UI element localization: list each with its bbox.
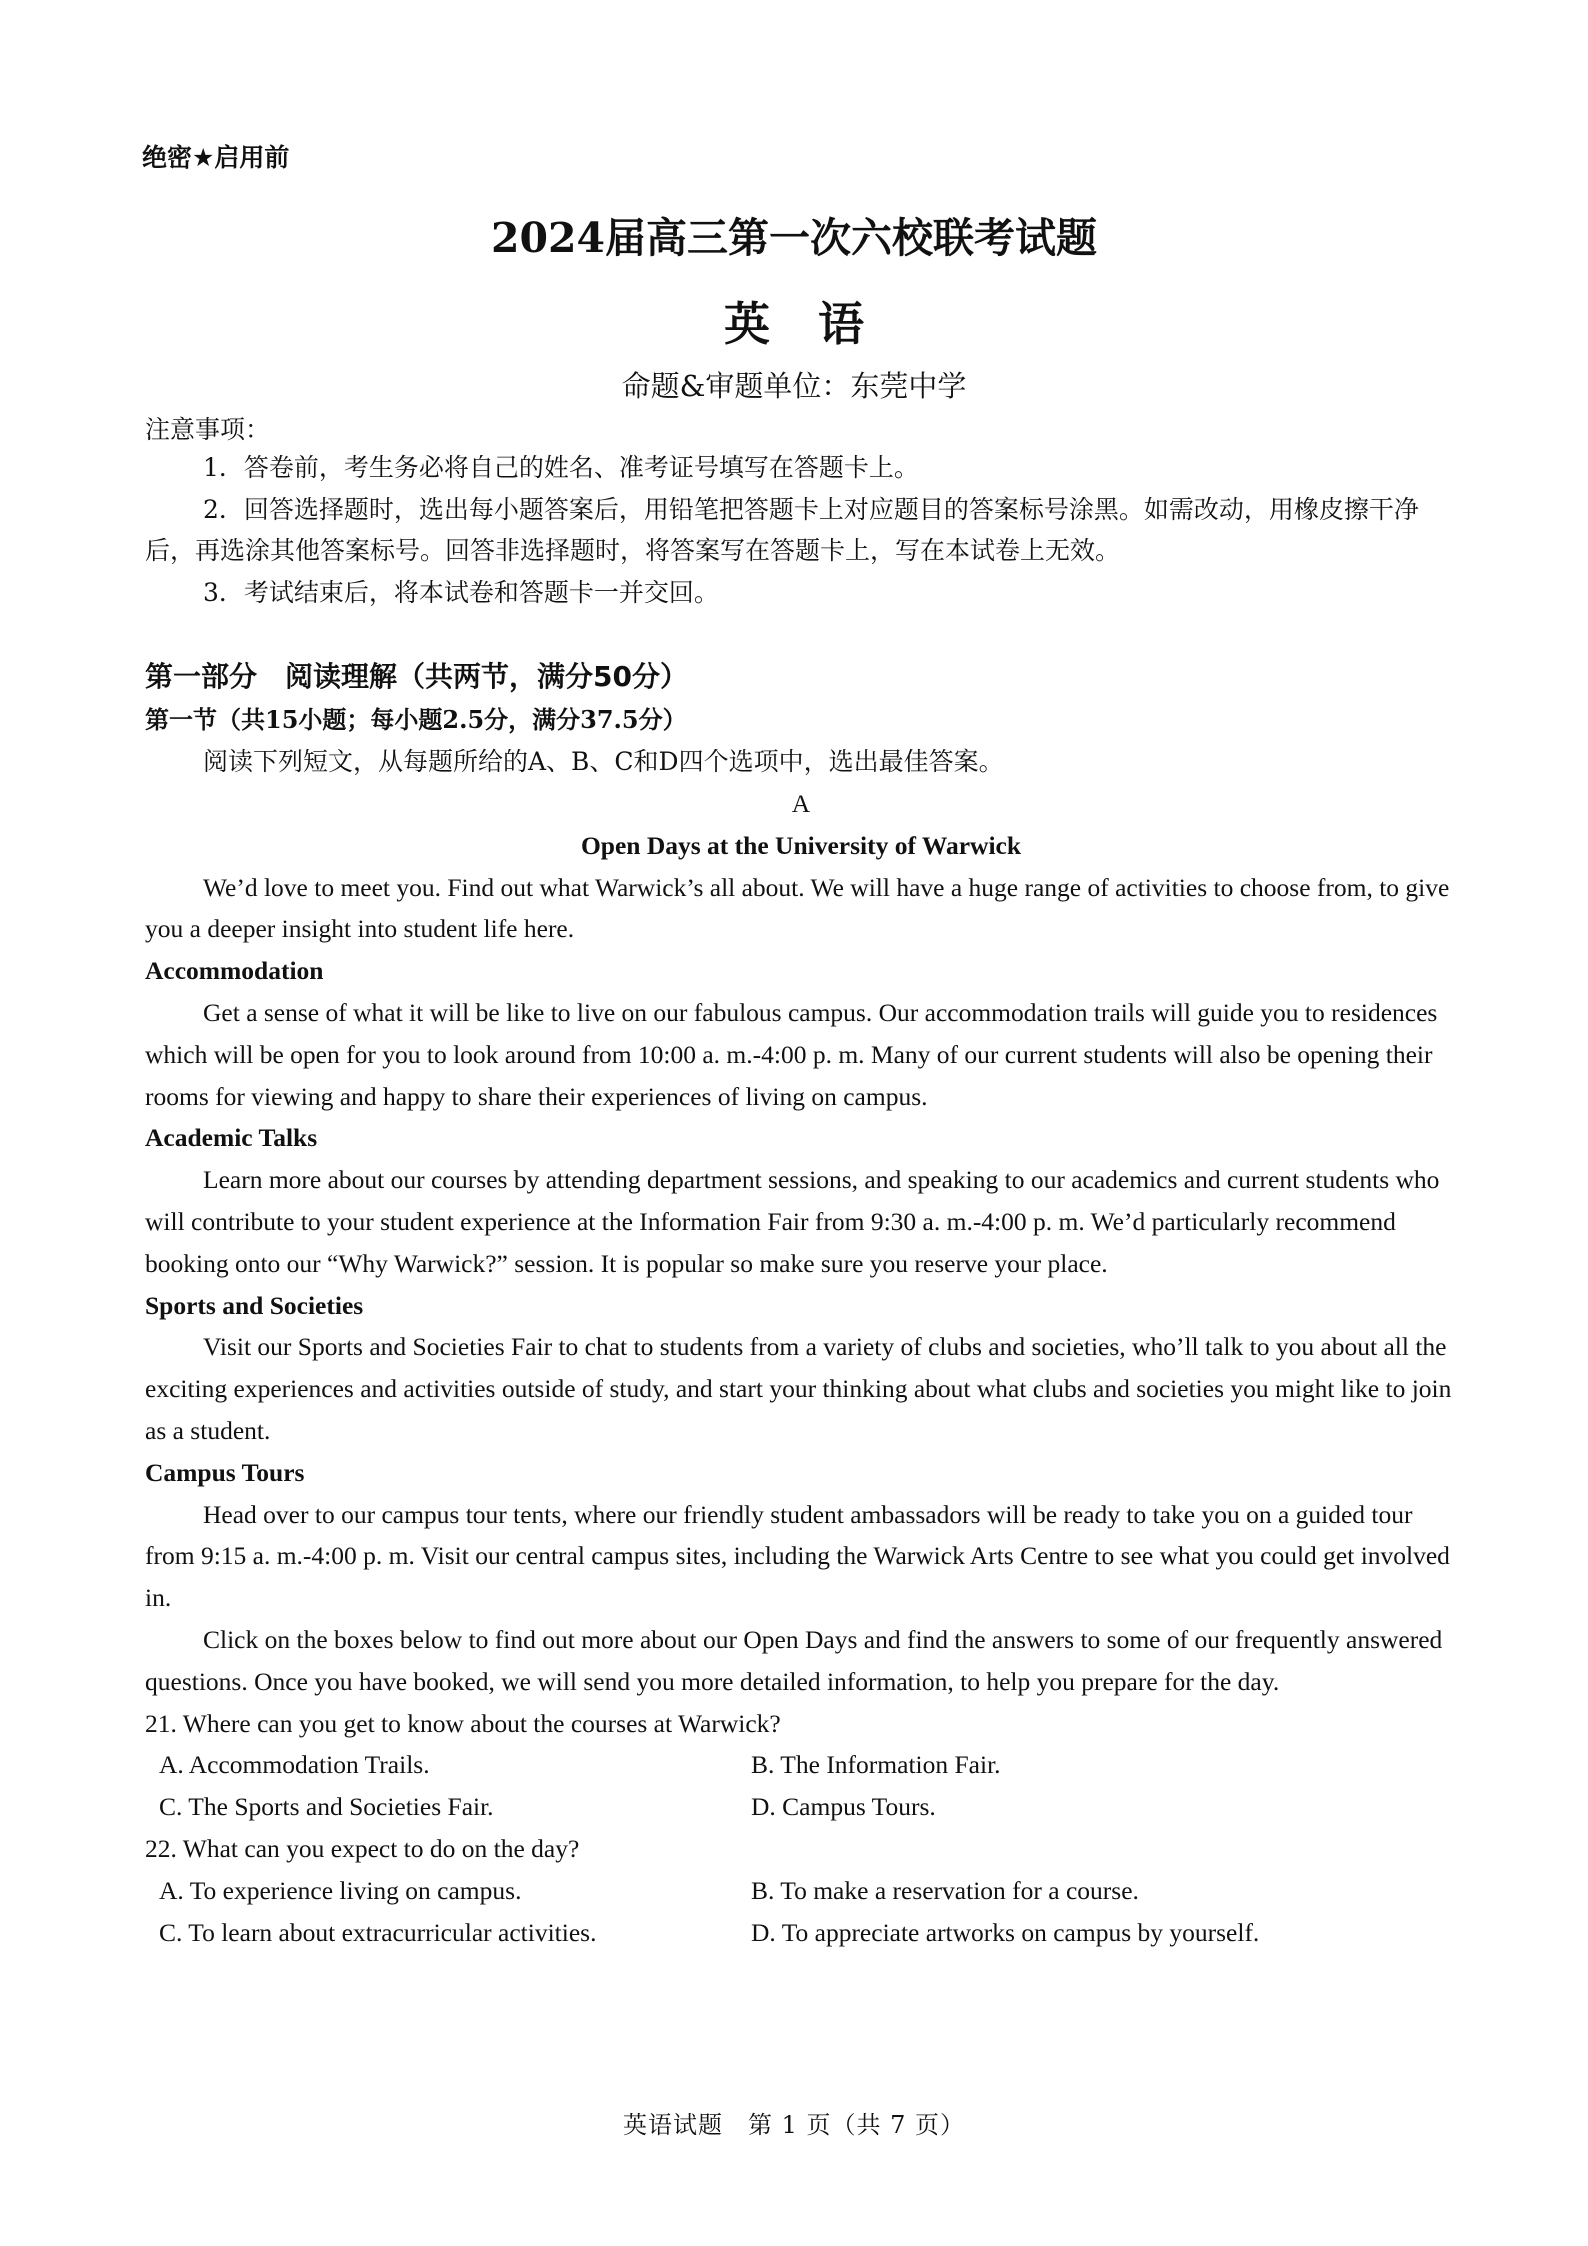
notice-list [145,447,1457,613]
section-text-campus-tours: Head over to our campus tour tents, where our friendly student ambassadors will be ready to take you on a guided tour from 9:15 a. m.-4:00 p. m. Visit our central campus sites, including the Warwick Arts Centre to see what you could get involved in. [145,1499,1450,1613]
section-heading-accommodation: Accommodation [145,956,324,986]
exam-title: 2024届高三第一次六校联考试题 [490,214,1098,262]
subject-title: 英语 [724,297,912,351]
option-row [145,1870,1457,1912]
section-title: 第一节（共15小题；每小题2.5分，满分37.5分） [145,705,687,734]
setting-unit: 命题&审题单位：东莞中学 [621,369,967,403]
notice-item: 3．考试结束后，将本试卷和答题卡一并交回。 [203,577,719,607]
section-text-academic-talks: Learn more about our courses by attending department sessions, and speaking to our academics and current students who will contribute to your student experience at the Information Fair from 9:30 a. m.-4:00 p. m. We’d particularly recommend booking onto our “Why Warwick?” session. It is popular so make sure you reserve your place. [145,1165,1440,1278]
option-item: C. The Sports and Societies Fair. [159,1792,494,1822]
question-stem: 22. What can you expect to do on the day? [145,1833,580,1863]
confidential-mark: 绝密★启用前 [142,143,290,172]
section-heading-academic-talks: Academic Talks [145,1123,318,1153]
section-text-accommodation: Get a sense of what it will be like to live on our fabulous campus. Our accommodation trails will guide you to residences which will be open for you to look around from 10:00 a. m.-4:00 p. m. Many of our current students will also be opening their rooms for viewing and happy to share their experiences of living on campus. [145,997,1438,1111]
option-item: D. To appreciate artworks on campus by yourself. [751,1917,1260,1947]
option-item: B. To make a reservation for a course. [751,1875,1139,1905]
section-heading-sports-societies: Sports and Societies [145,1290,364,1320]
option-item: B. The Information Fair. [751,1750,1001,1780]
passage-content [145,783,1457,1953]
notice-item: 2．回答选择题时，选出每小题答案后，用铅笔把答题卡上对应题目的答案标号涂黑。如需改动，用橡皮擦干净后，再选涂其他答案标号。回答非选择题时，将答案写在答题卡上，写在本试卷上无效。 [145,494,1419,565]
passage-closing: Click on the boxes below to find out more about our Open Days and find the answers to some of our frequently answered questions. Once you have booked, we will send you more detailed information, to help you prepare for the day. [145,1624,1443,1696]
section-instruction: 阅读下列短文，从每题所给的A、B、C和D四个选项中，选出最佳答案。 [203,747,1004,776]
option-item: A. Accommodation Trails. [159,1750,430,1780]
part-title: 第一部分 阅读理解（共两节，满分50分） [145,660,688,693]
notice-item: 1．答卷前，考生务必将自己的姓名、准考证号填写在答题卡上。 [203,453,919,482]
question-stem: 21. Where can you get to know about the courses at Warwick? [145,1708,781,1738]
page-footer: 英语试题 第 1 页（共 7 页） [622,2111,966,2139]
passage-label: A [791,789,811,818]
option-item: A. To experience living on campus. [159,1875,522,1905]
option-row [145,1912,1457,1954]
section-heading-campus-tours: Campus Tours [145,1457,305,1487]
option-row [145,1786,1457,1828]
option-row [145,1744,1457,1786]
section-text-sports-societies: Visit our Sports and Societies Fair to chat to students from a variety of clubs and societies, who’ll talk to you about all the exciting experiences and activities outside of study, and start your thinking about what clubs and societies you might like to join as a student. [145,1332,1452,1445]
notice-heading: 注意事项： [145,415,271,444]
passage-title: Open Days at the University of Warwick [580,830,1022,860]
option-item: D. Campus Tours. [751,1792,936,1822]
passage-intro: We’d love to meet you. Find out what Warwick’s all about. We will have a huge range of activities to choose from, to give you a deeper insight into student life here. [145,872,1450,944]
option-item: C. To learn about extracurricular activities. [159,1917,597,1947]
